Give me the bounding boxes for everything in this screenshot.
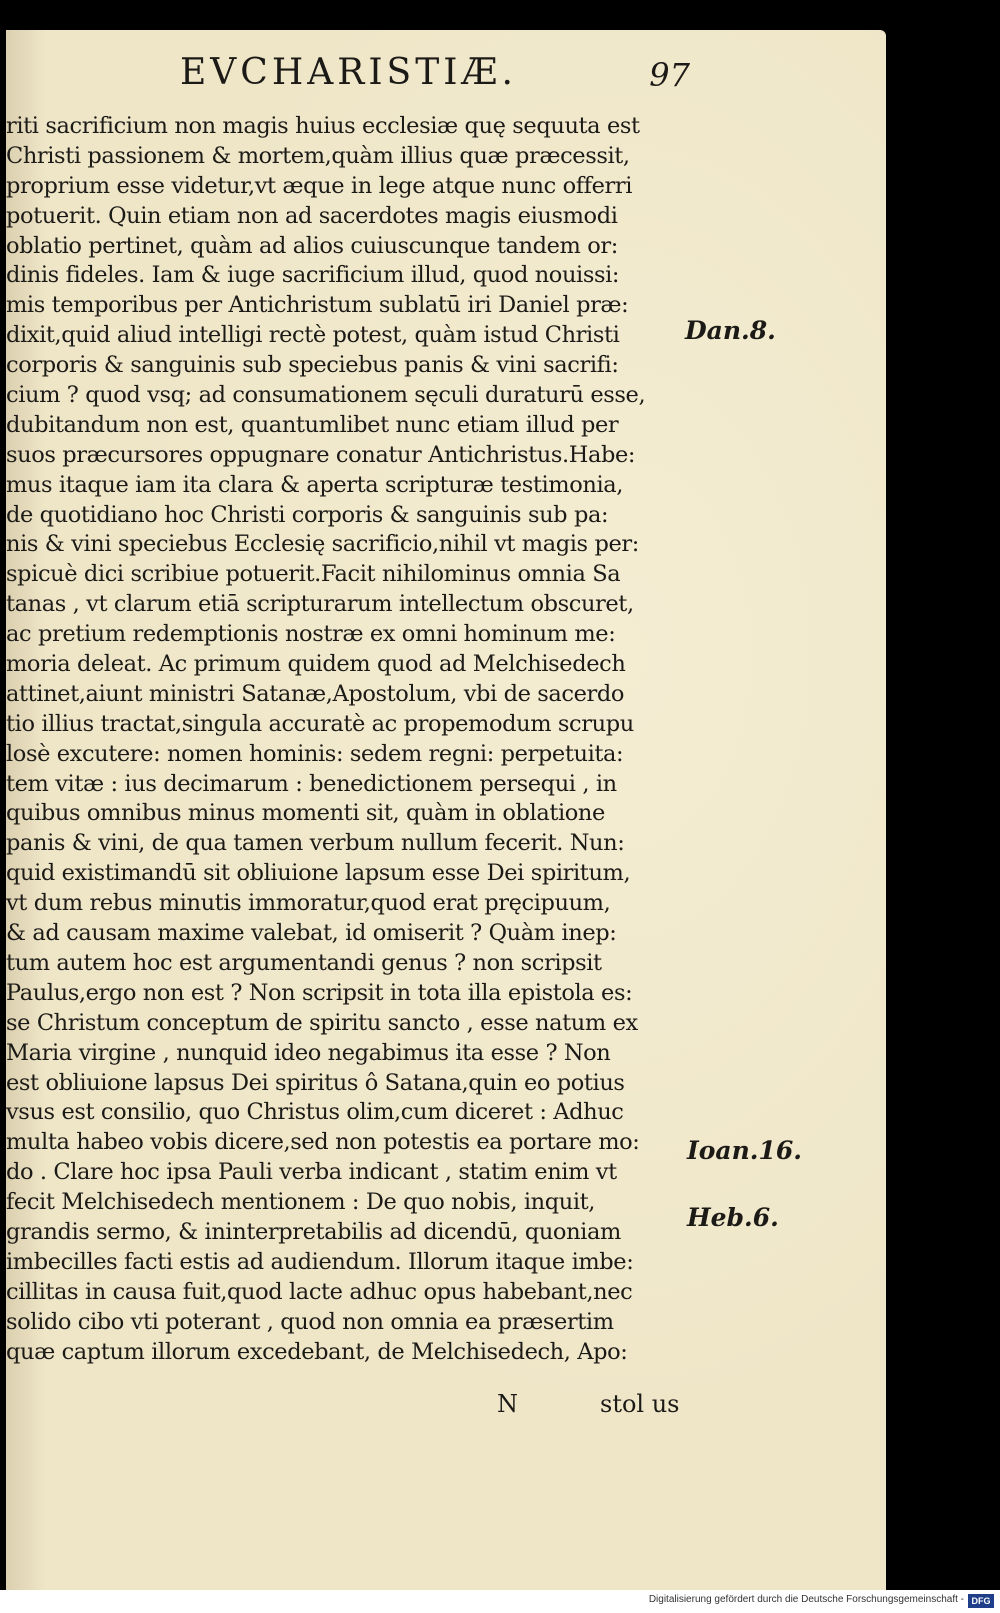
credit-bar [0, 1590, 1000, 1613]
text-line: potuerit. Quin etiam non ad sacerdotes magis eiusmodi [6, 202, 618, 229]
text-line: tum autem hoc est argumentandi genus ? non scripsit [6, 949, 602, 976]
text-line: Maria virgine , nunquid ideo negabimus ita esse ? Non [6, 1039, 611, 1066]
text-line: tem vitæ : ius decimarum : benedictionem persequi , in [6, 770, 617, 797]
text-line: oblatio pertinet, quàm ad alios cuiuscunque tandem or: [6, 232, 618, 259]
margin-note-daniel: Dan.8. [685, 316, 776, 345]
text-line: panis & vini, de qua tamen verbum nullum fecerit. Nun: [6, 830, 625, 857]
text-line: dixit,quid aliud intelligi rectè potest, quàm istud Christi [6, 322, 620, 349]
text-line: ac pretium redemptionis nostræ ex omni hominum me: [6, 621, 616, 648]
text-line: mis temporibus per Antichristum sublatū iri Daniel præ: [6, 292, 629, 319]
text-line: mus itaque iam ita clara & aperta scripturæ testimonia, [6, 471, 624, 498]
text-line: solido cibo vti poterant , quod non omnia ea præsertim [6, 1308, 614, 1335]
text-line: dubitandum non est, quantumlibet nunc etiam illud per [6, 411, 619, 438]
text-line: corporis & sanguinis sub speciebus panis & vini sacrifi: [6, 352, 619, 379]
text-line: quæ captum illorum excedebant, de Melchisedech, Apo: [6, 1338, 628, 1365]
text-line: est obliuione lapsus Dei spiritus ô Satana,quin eo potius [6, 1069, 625, 1096]
text-line: fecit Melchisedech mentionem : De quo nobis, inquit, [6, 1189, 596, 1216]
margin-note-ioannes: Ioan.16. [687, 1136, 802, 1165]
text-line: nis & vini speciebus Ecclesię sacrificio,nihil vt magis per: [6, 531, 639, 558]
margin-note-hebrews: Heb.6. [687, 1203, 779, 1232]
text-line: cium ? quod vsq; ad consumationem sęculi duraturū esse, [6, 382, 646, 409]
text-line: & ad causam maxime valebat, id omiserit ? Quàm inep: [6, 920, 617, 947]
page-number: 97 [649, 56, 690, 94]
text-line: Paulus,ergo non est ? Non scripsit in tota illa epistola es: [6, 979, 633, 1006]
text-line: vt dum rebus minutis immoratur,quod erat pręcipuum, [6, 890, 611, 917]
text-line: multa habeo vobis dicere,sed non potestis ea portare mo: [6, 1129, 640, 1156]
text-line: riti sacrificium non magis huius ecclesiæ quę sequuta est [6, 113, 640, 139]
signature-mark: N [497, 1390, 518, 1418]
text-line: se Christum conceptum de spiritu sancto , esse natum ex [6, 1009, 638, 1036]
text-line: quid existimandū sit obliuione lapsum esse Dei spiritum, [6, 860, 631, 887]
page-header [150, 52, 690, 112]
text-line: spicuè dici scribiue potuerit.Facit nihilominus omnia Sa [6, 561, 621, 588]
text-line: grandis sermo, & ininterpretabilis ad dicendū, quoniam [6, 1218, 621, 1245]
text-line: imbecilles facti estis ad audiendum. Illorum itaque imbe: [6, 1248, 634, 1275]
funding-credit: Digitalisierung gefördert durch die Deutsche Forschungsgemeinschaft - [648, 1594, 964, 1605]
text-line: tanas , vt clarum etiā scripturarum intellectum obscuret, [6, 591, 634, 618]
text-line: de quotidiano hoc Christi corporis & sanguinis sub pa: [6, 501, 609, 528]
catchword: stol us [600, 1390, 680, 1418]
text-line: quibus omnibus minus momenti sit, quàm in oblatione [6, 800, 605, 827]
text-line: dinis fideles. Iam & iuge sacrificium illud, quod nouissi: [6, 262, 620, 289]
text-line: tio illius tractat,singula accuratè ac propemodum scrupu [6, 710, 634, 737]
text-line: vsus est consilio, quo Christus olim,cum diceret : Adhuc [6, 1099, 624, 1126]
text-line: suos præcursores oppugnare conatur Antichristus.Habe: [6, 441, 636, 468]
text-line: losè excutere: nomen hominis: sedem regni: perpetuita: [6, 740, 624, 767]
running-title: EVCHARISTIÆ. [180, 52, 517, 93]
text-line: proprium esse videtur,vt æque in lege atque nunc offerri [6, 172, 633, 199]
text-line: do . Clare hoc ipsa Pauli verba indicant , statim enim vt [6, 1159, 617, 1186]
text-line: moria deleat. Ac primum quidem quod ad Melchisedech [6, 651, 626, 678]
text-line: Christi passionem & mortem,quàm illius quæ præcessit, [6, 142, 630, 169]
text-line: attinet,aiunt ministri Satanæ,Apostolum, vbi de sacerdo [6, 680, 625, 707]
dfg-logo: DFG [968, 1594, 994, 1608]
text-line: cillitas in causa fuit,quod lacte adhuc opus habebant,nec [6, 1278, 633, 1305]
body-text [6, 112, 676, 1367]
